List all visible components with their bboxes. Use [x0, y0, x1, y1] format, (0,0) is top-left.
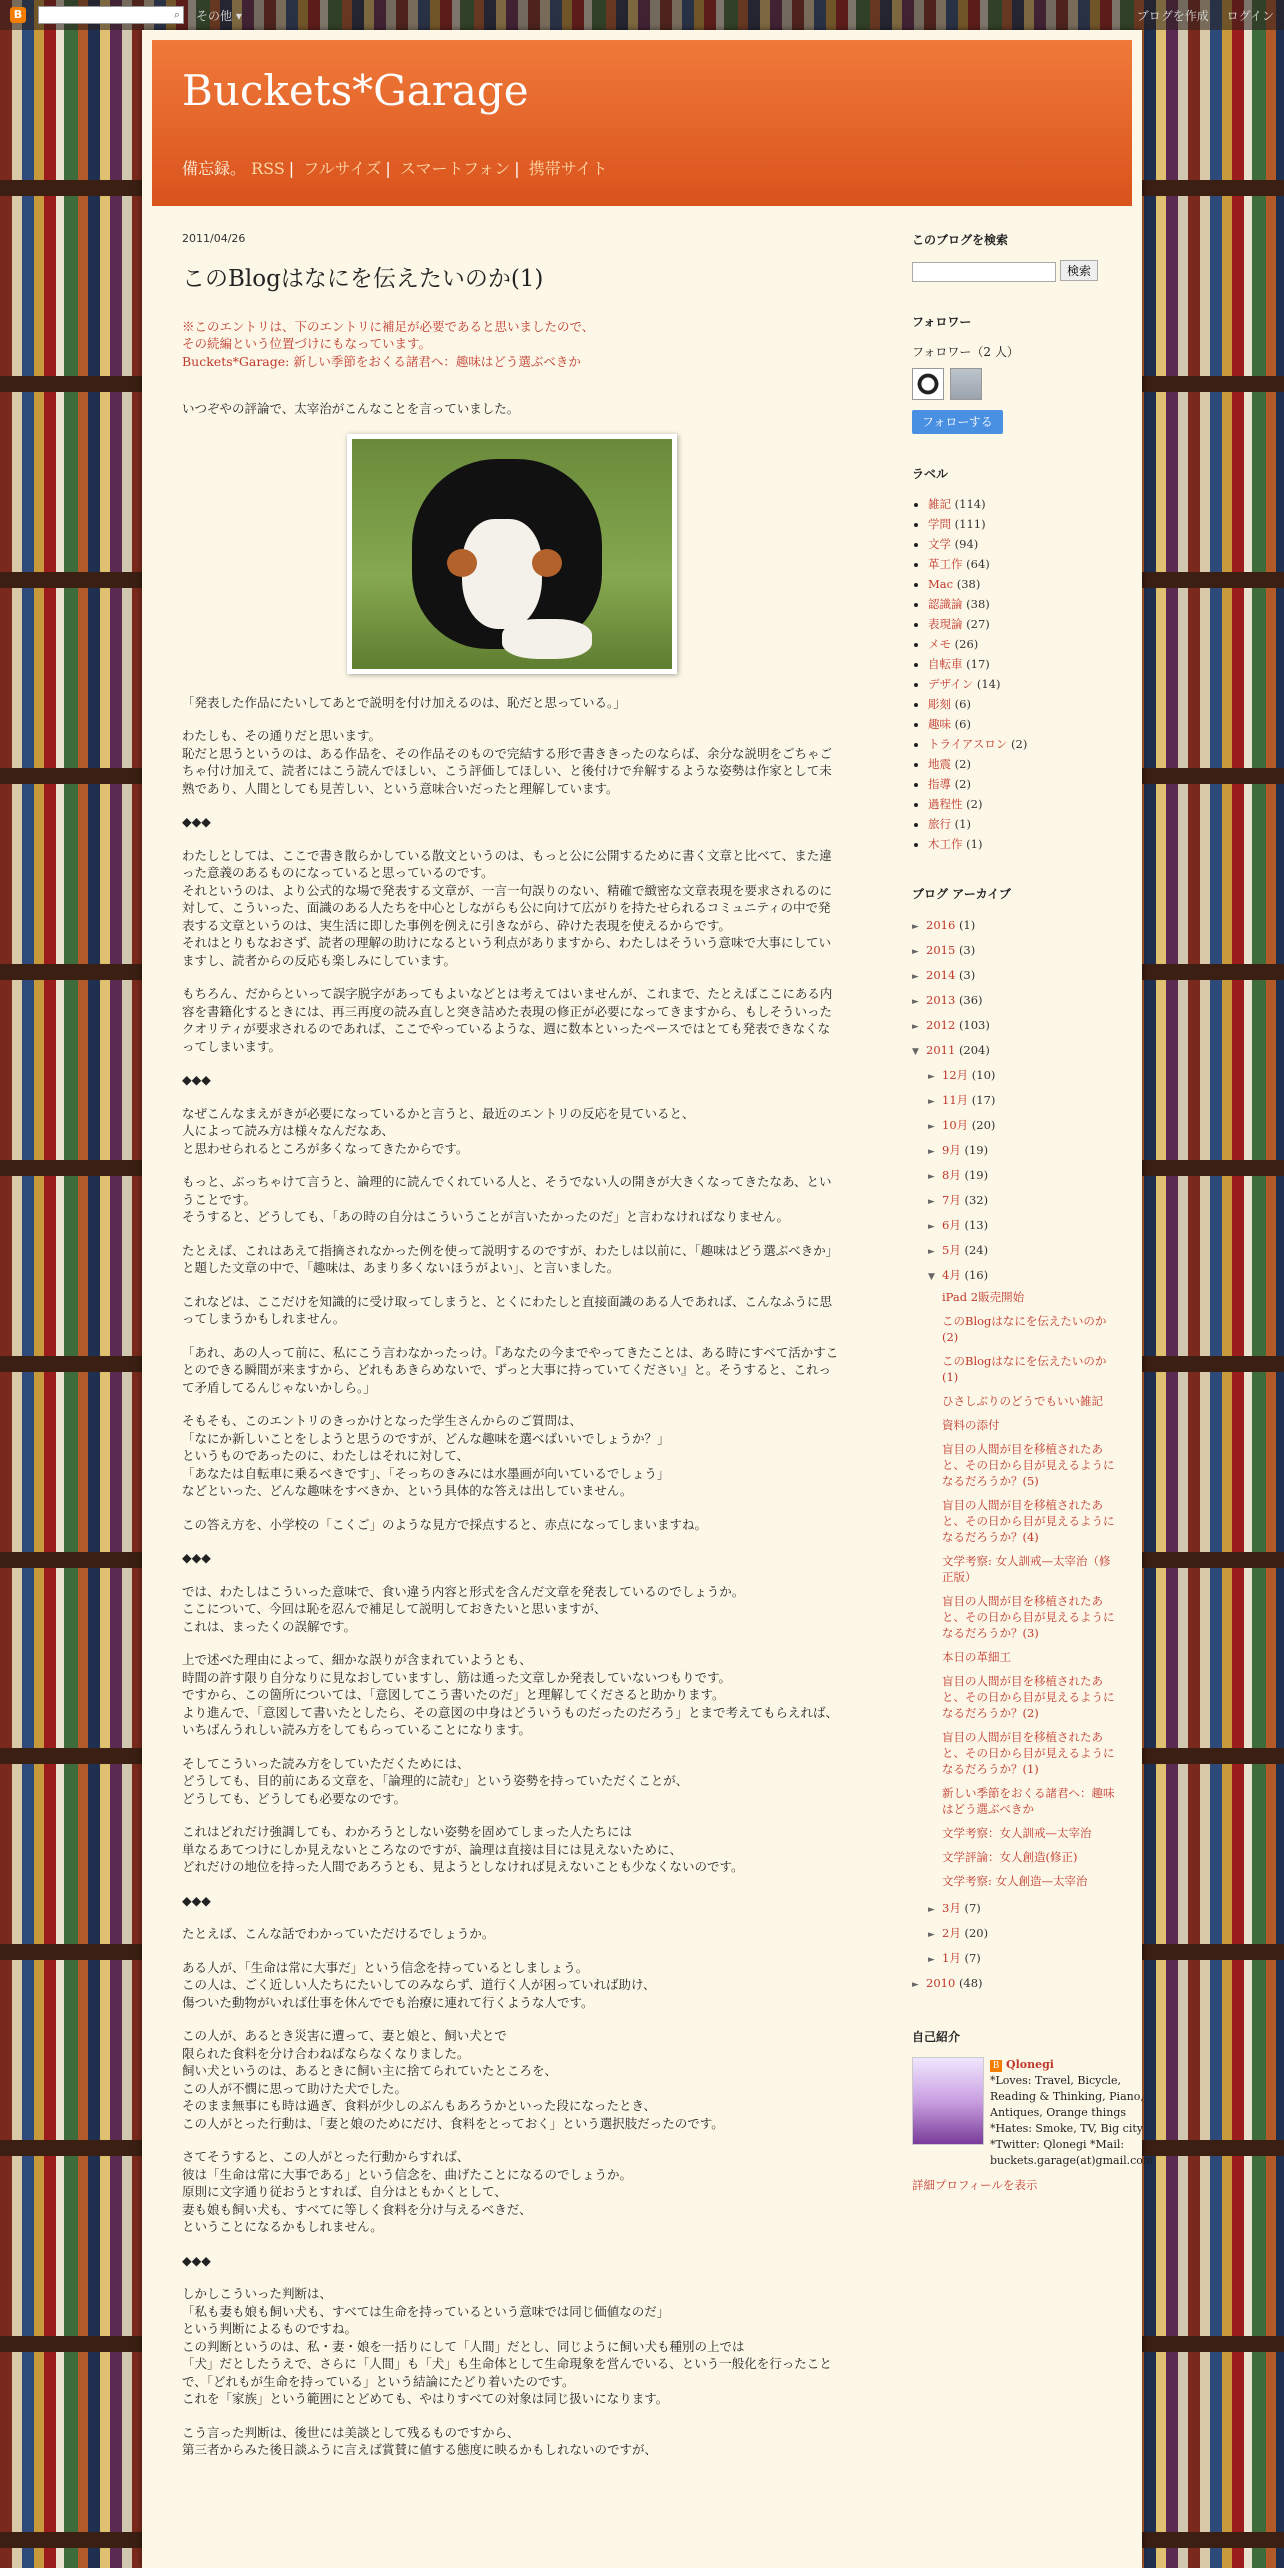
archive-year-count: (103)	[958, 1018, 990, 1032]
related-entry-link[interactable]: Buckets*Garage: 新しい季節をおくる諸君へ：趣味はどう選ぶべきか	[182, 353, 581, 369]
profile-widget	[912, 2027, 1154, 2195]
label-link[interactable]: 指導	[928, 777, 951, 791]
archive-year-count: (3)	[958, 943, 976, 957]
post-paragraph: これなどは、ここだけを知識的に受け取ってしまうと、とくにわたしと直接面識のある人であれば、こんなふうに思ってしまうかもしれません。	[182, 1293, 833, 1326]
section-divider: ◆◆◆	[182, 1892, 211, 1908]
archive-month-count: (20)	[971, 1118, 996, 1132]
archive-year-link[interactable]: 2011	[926, 1043, 956, 1057]
label-count: (2)	[966, 797, 983, 811]
archive-year-link[interactable]: 2015	[926, 943, 956, 957]
followers-widget	[912, 312, 1122, 434]
archive-year-count: (204)	[958, 1043, 990, 1057]
blog-header	[152, 40, 1132, 206]
navbar-more-link[interactable]: その他 ▾	[196, 9, 242, 23]
followers-title: フォロワー	[912, 315, 972, 329]
post-paragraph: そもそも、このエントリのきっかけとなった学生さんからのご質問は、 「なにか新しいことをしようと思うのですが、どんな趣味を選べばいいでしょうか？」 というものであったのに、わたしはそれに対して、 「あなたは自転車に乗るべきです」、「そっちのきみには水墨画が向いているでしょう」 などといった、どんな趣味をすべきか、という具体的な答えは出していません。	[182, 1413, 670, 1498]
archive-month-count: (7)	[964, 1951, 981, 1965]
archive-month-count: (19)	[964, 1143, 989, 1157]
expand-right-icon[interactable]: ►	[928, 1172, 935, 1182]
post-paragraph: わたしとしては、ここで書き散らかしている散文というのは、もっと公に公開するために書く文章と比べて、また違った意義のあるものになっていると思っているのです。 それというのは、より公式的な場で発表する文章が、一言一句誤りのない、精確で緻密な文章表現を要求されるのに対して、こういった、面識のある人たちを中心としながらも公に向けて広がりを持たせられるコミュニティの中で発表する文章というのは、実生活に即した事例を例えに引きながら、砕けた表現を使えるからです。 それはとりもなおさず、読者の理解の助けになるという利点がありますから、わたしはそういう意味で大事にしていますし、読者からの反応も楽しみにしています。	[182, 847, 833, 968]
archive-month-count: (19)	[964, 1168, 989, 1182]
archive-post-link[interactable]: このBlogはなにを伝えたいのか(1)	[942, 1354, 1107, 1384]
archive-month-count: (17)	[971, 1093, 996, 1107]
expand-right-icon[interactable]: ►	[928, 1930, 935, 1940]
archive-year-link[interactable]: 2013	[926, 993, 956, 1007]
post-paragraph: ある人が、「生命は常に大事だ」という信念を持っているとしましょう。 この人は、ごく近しい人たちにたいしてのみならず、道行く人が困っていれば助け、 傷ついた動物がいれば仕事を休んででも治療に連れて行くような人です。	[182, 1959, 656, 2010]
archive-month-count: (20)	[964, 1926, 989, 1940]
label-link[interactable]: Mac	[928, 577, 954, 591]
archive-post-link[interactable]: 文学考察: 女人創造—太宰治	[942, 1874, 1088, 1888]
label-item	[928, 594, 1122, 614]
profile-bio: *Loves: Travel, Bicycle, Reading & Thinking, Piano, Antiques, Orange things *Hates: Smoke, TV, Big city *Twitter: Qlonegi *Mail: buckets.garage(at)gmail.com	[990, 2074, 1154, 2167]
archive-month	[912, 1897, 1122, 1922]
label-link[interactable]: 学問	[928, 517, 951, 531]
archive-year	[912, 964, 1122, 989]
post-paragraph: もっと、ぶっちゃけて言うと、論理的に読んでくれている人と、そうでない人の開きが大きくなってきたなあ、ということです。 そうすると、どうしても、「あの時の自分はこういうことが言いたかったのだ」と言わなければなりません。	[182, 1174, 832, 1224]
label-count: (38)	[956, 577, 981, 591]
archive-month	[912, 1114, 1122, 1139]
archive-year	[912, 989, 1122, 1014]
section-divider: ◆◆◆	[182, 814, 211, 829]
label-item	[928, 714, 1122, 734]
search-widget	[912, 230, 1122, 282]
note-line: その続編という位置づけにもなっています。	[182, 336, 432, 351]
post-paragraph: こう言った判断は、後世には美談として残るものですから、 第三者からみた後日談ふうに言えば賞賛に値する態度に映るかもしれないのですが、	[182, 2424, 658, 2457]
label-link[interactable]: 趣味	[928, 717, 951, 731]
rss-link[interactable]: RSS	[251, 159, 285, 178]
archive-month-link[interactable]: 2月	[942, 1926, 961, 1940]
label-count: (2)	[1011, 737, 1028, 751]
followers-count: フォロワー（2 人）	[912, 345, 1019, 359]
post-paragraph: この人が、あるとき災害に遭って、妻と娘と、飼い犬とで 限られた食料を分け合わねばならなくなりました。 飼い犬というのは、あるときに飼い主に捨てられていたところを、 この人が不憫に思って助けた犬でした。 そのまま無事にも時は過ぎ、食料が少しのぶんもあろうかといった段になったとき、 この人がとった行動は、「妻と娘のためにだけ、食料をとっておく」という選択肢だったのです。	[182, 2028, 724, 2131]
archive-month	[912, 1089, 1122, 1114]
archive-month	[912, 1164, 1122, 1189]
expand-right-icon[interactable]: ►	[928, 1072, 935, 1082]
archive-month-count: (32)	[964, 1193, 989, 1207]
section-divider: ◆◆◆	[182, 1550, 211, 1565]
blogger-navbar	[0, 0, 1284, 30]
sidebar-search-button[interactable]: 検索	[1060, 260, 1098, 281]
label-item	[928, 694, 1122, 714]
label-count: (27)	[966, 617, 990, 631]
label-item	[928, 814, 1122, 834]
label-link[interactable]: 彫刻	[928, 697, 951, 711]
post-paragraph: もちろん、だからといって誤字脱字があってもよいなどとは考えてはいませんが、これまで、たとえばここにある内容を書籍化するときには、再三再度の読み直しと突き詰めた表現の修正が必要になってきますから、もしそういったクオリティが要求されるのであれば、ここでやっているような、週に数本といったペースではとても発表できなくなってしまいます。	[182, 986, 833, 1054]
archive-month-link[interactable]: 8月	[942, 1168, 961, 1182]
smartphone-link[interactable]: スマートフォン	[399, 159, 511, 178]
archive-month-link[interactable]: 9月	[942, 1143, 961, 1157]
label-count: (2)	[954, 777, 971, 791]
archive-month-count: (7)	[964, 1901, 981, 1915]
label-link[interactable]: 自転車	[928, 657, 963, 671]
post-image[interactable]	[347, 434, 677, 674]
archive-month-link[interactable]: 5月	[942, 1243, 961, 1257]
label-item	[928, 754, 1122, 774]
label-item	[928, 654, 1122, 674]
archive-year-count: (1)	[958, 918, 976, 932]
archive-year	[912, 1014, 1122, 1039]
post-paragraph: 「あれ、あの人って前に、私にこう言わなかったっけ。『あなたの今までやってきたことは、ある時にすべて活かすことのできる瞬間が来ますから、どれもあきらめないで、ずっと大事に持っていてください』と。そうすると、これって矛盾してるんじゃないかしら。」	[182, 1344, 839, 1395]
archive-post-link[interactable]: 文学評論：女人創造(修正)	[942, 1850, 1078, 1864]
archive-month	[912, 1139, 1122, 1164]
blogger-profile-icon: B	[990, 2060, 1002, 2072]
post-paragraph: たとえば、こんな話でわかっていただけるでしょうか。	[182, 1926, 495, 1941]
label-count: (64)	[966, 557, 990, 571]
archive-year-link[interactable]: 2010	[926, 1976, 956, 1990]
archive-month	[912, 1922, 1122, 1947]
archive-post-link[interactable]: 盲目の人間が目を移植されたあと、その日から目が見えるようになるだろうか？(3)	[942, 1594, 1115, 1640]
label-item	[928, 794, 1122, 814]
archive-post-link[interactable]: 盲目の人間が目を移植されたあと、その日から目が見えるようになるだろうか？(1)	[942, 1730, 1115, 1776]
expand-right-icon[interactable]: ►	[928, 1247, 935, 1257]
create-blog-link[interactable]: ブログを作成	[1136, 9, 1209, 23]
blog-description-text: 備忘録。	[182, 159, 247, 178]
archive-year-count: (48)	[958, 1976, 983, 1990]
label-count: (17)	[966, 657, 990, 671]
archive-month	[912, 1064, 1122, 1089]
label-link[interactable]: デザイン	[928, 677, 974, 691]
follow-button[interactable]: フォローする	[912, 410, 1003, 434]
archive-post-link[interactable]: 本日の革細工	[942, 1650, 1011, 1664]
fullsize-link[interactable]: フルサイズ	[303, 159, 382, 178]
label-item	[928, 614, 1122, 634]
archive-year	[912, 1972, 1122, 1997]
archive-month-link[interactable]: 3月	[942, 1901, 961, 1915]
navbar-search-input[interactable]	[38, 6, 184, 24]
expand-right-icon[interactable]: ►	[912, 947, 919, 957]
archive-post-link[interactable]: 新しい季節をおくる諸君へ：趣味はどう選ぶべきか	[942, 1786, 1115, 1816]
label-link[interactable]: 過程性	[928, 797, 963, 811]
blog-description: 備忘録。 RSS | フルサイズ | スマートフォン | 携帯サイト	[182, 159, 608, 178]
post-paragraph: 「発表した作品にたいしてあとで説明を付け加えるのは、恥だと思っている。」	[182, 694, 626, 710]
label-link[interactable]: 旅行	[928, 817, 951, 831]
label-item	[928, 734, 1122, 754]
expand-right-icon[interactable]: ►	[928, 1197, 935, 1207]
expand-right-icon[interactable]: ►	[928, 1905, 935, 1915]
archive-list	[912, 914, 1122, 1997]
label-count: (111)	[954, 517, 986, 531]
note-line: ※このエントリは、下のエントリに補足が必要であると思いましたので、	[182, 318, 595, 334]
label-link[interactable]: トライアスロン	[928, 737, 1008, 751]
follower-avatar[interactable]	[912, 368, 944, 400]
label-item	[928, 634, 1122, 654]
archive-month-link[interactable]: 4月	[942, 1268, 961, 1282]
view-profile-link[interactable]: 詳細プロフィールを表示	[912, 2178, 1038, 2192]
archive-year-link[interactable]: 2016	[926, 918, 956, 932]
archive-widget	[912, 884, 1122, 1997]
profile-name[interactable]: Qlonegi	[1006, 2058, 1054, 2071]
search-icon[interactable]: ⌕	[173, 8, 180, 21]
labels-title: ラベル	[912, 467, 949, 481]
labels-widget	[912, 464, 1122, 854]
archive-month-count: (13)	[964, 1218, 989, 1232]
archive-year-count: (3)	[958, 968, 976, 982]
archive-year-link[interactable]: 2012	[926, 1018, 956, 1032]
archive-post-link[interactable]: 盲目の人間が目を移植されたあと、その日から目が見えるようになるだろうか？(2)	[942, 1674, 1115, 1720]
archive-year	[912, 939, 1122, 964]
post-image-wrapper	[182, 434, 842, 674]
post-date: 2011/04/26	[182, 232, 246, 245]
label-link[interactable]: 文学	[928, 537, 951, 551]
archive-month-link[interactable]: 6月	[942, 1218, 961, 1232]
blog-title[interactable]: Buckets*Garage	[182, 66, 529, 115]
label-count: (114)	[954, 497, 986, 511]
label-item	[928, 554, 1122, 574]
archive-month-link[interactable]: 11月	[942, 1093, 969, 1107]
archive-month	[912, 1189, 1122, 1214]
search-widget-title: このブログを検索	[912, 233, 1009, 247]
post-note	[182, 318, 842, 371]
blog-outer-wrapper	[142, 30, 1154, 2568]
label-item	[928, 574, 1122, 594]
label-item	[928, 674, 1122, 694]
archive-month-count: (10)	[971, 1068, 996, 1082]
label-count: (1)	[966, 837, 983, 851]
archive-month	[912, 1947, 1122, 1972]
labels-list	[912, 494, 1122, 854]
archive-month-count: (16)	[964, 1268, 989, 1282]
archive-title: ブログ アーカイブ	[912, 887, 1011, 901]
post-paragraph: なぜこんなまえがきが必要になっているかと言うと、最近のエントリの反応を見ていると、 人によって読み方は様々なんだなあ、 と思わせられるところが多くなってきたからです。	[182, 1105, 695, 1156]
label-item	[928, 514, 1122, 534]
profile-avatar[interactable]	[912, 2057, 984, 2145]
archive-post-link[interactable]: 文学考察：女人訓戒—太宰治	[942, 1826, 1092, 1840]
archive-month	[912, 1239, 1122, 1264]
section-divider: ◆◆◆	[182, 1072, 211, 1087]
label-link[interactable]: 地震	[928, 757, 951, 771]
expand-right-icon[interactable]: ►	[912, 997, 919, 1007]
label-link[interactable]: 雑記	[928, 497, 951, 511]
label-link[interactable]: 革工作	[928, 557, 963, 571]
label-count: (14)	[976, 677, 1001, 691]
post-paragraph: これはどれだけ強調しても、わかろうとしない姿勢を固めてしまった人たちには 単なるあてつけにしか見えないところなのですが、論理は直接は目には見えないために、 どれだけの地位を持った人間であろうとも、見ようとしなければ見えないことも少なくないのです。	[182, 1824, 744, 1874]
label-link[interactable]: 認識論	[928, 597, 963, 611]
expand-right-icon[interactable]: ►	[928, 1122, 935, 1132]
label-count: (38)	[966, 597, 990, 611]
sidebar	[912, 230, 1154, 2225]
expand-right-icon[interactable]: ►	[912, 1022, 919, 1032]
label-item	[928, 834, 1122, 854]
archive-post-link[interactable]: このBlogはなにを伝えたいのか(2)	[942, 1314, 1107, 1344]
label-count: (94)	[954, 537, 979, 551]
expand-right-icon[interactable]: ►	[928, 1097, 935, 1107]
label-count: (2)	[954, 757, 971, 771]
follower-avatar[interactable]	[950, 368, 982, 400]
profile-title: 自己紹介	[912, 2030, 961, 2044]
mobile-site-link[interactable]: 携帯サイト	[528, 159, 608, 178]
archive-post-link[interactable]: iPad 2販売開始	[942, 1290, 1025, 1304]
blogger-logo-icon[interactable]: B	[10, 7, 26, 23]
puppy-photo	[352, 439, 672, 669]
post-title[interactable]: このBlogはなにを伝えたいのか(1)	[182, 265, 544, 292]
post-paragraph: しかしこういった判断は、 「私も妻も娘も飼い犬も、すべては生命を持っているという意味では同じ価値なのだ」 という判断によるものですね。 この判断というのは、私・妻・娘を一括りにして「人間」だとし、同じように飼い犬も種別の上では 「犬」だとしたうえで、さらに「人間」も「犬」も生命体として生命現象を営んでいる、という一般化を行ったことで、「どれもが生命を持っている」という結論にたどり着いたのです。 これを「家族」という範囲にとどめても、やはりすべての対象は同じ扱いになります。	[182, 2286, 832, 2406]
expand-down-icon[interactable]: ▼	[928, 1272, 935, 1282]
archive-posts	[912, 1289, 1122, 1889]
archive-month-count: (24)	[964, 1243, 989, 1257]
expand-right-icon[interactable]: ►	[928, 1147, 935, 1157]
expand-right-icon[interactable]: ►	[912, 922, 919, 932]
expand-down-icon[interactable]: ▼	[912, 1047, 919, 1057]
archive-month	[912, 1264, 1122, 1289]
archive-year-link[interactable]: 2014	[926, 968, 956, 982]
label-link[interactable]: 表現論	[928, 617, 963, 631]
archive-post-link[interactable]: 文学考察: 女人訓戒—太宰治（修正版）	[942, 1554, 1111, 1584]
expand-right-icon[interactable]: ►	[928, 1222, 935, 1232]
archive-month-link[interactable]: 7月	[942, 1193, 961, 1207]
archive-year-count: (36)	[958, 993, 983, 1007]
label-link[interactable]: メモ	[928, 637, 951, 651]
post-body	[182, 694, 842, 2459]
label-item	[928, 494, 1122, 514]
label-item	[928, 774, 1122, 794]
label-item	[928, 534, 1122, 554]
label-count: (1)	[954, 817, 971, 831]
archive-year	[912, 1039, 1122, 1064]
label-count: (6)	[954, 717, 971, 731]
expand-right-icon[interactable]: ►	[912, 972, 919, 982]
archive-post-link[interactable]: ひさしぶりのどうでもいい雑記	[942, 1394, 1103, 1408]
archive-post-link[interactable]: 資料の添付	[942, 1418, 1000, 1432]
post-paragraph: わたしも、その通りだと思います。 恥だと思うというのは、ある作品を、その作品そのもので完結する形で書ききったのならば、余分な説明をごちゃごちゃ付け加えて、読者にはこう読んでほしい、こう評価してほしい、と後付けで弁解するような姿勢は作家として未熟であり、人間としても見苦しい、という意味合いだったと理解しています。	[182, 728, 833, 796]
post-paragraph: さてそうすると、この人がとった行動からすれば、 彼は「生命は常に大事である」という信念を、曲げたことになるのでしょうか。 原則に文字通り従おうとすれば、自分はともかくとして、 妻も娘も飼い犬も、すべてに等しく食料を分け与えるべきだ、 ということになるかもしれません。	[182, 2149, 633, 2234]
post-paragraph: この答え方を、小学校の「こくご」のような見方で採点すると、赤点になってしまいますね。	[182, 1516, 708, 1532]
post-paragraph: そしてこういった読み方をしていただくためには、 どうしても、目的前にある文章を、「論理的に読む」という姿勢を持っていただくことが、 どうしても、どうしても必要なのです。	[182, 1755, 689, 1806]
archive-month-link[interactable]: 1月	[942, 1951, 961, 1965]
login-link[interactable]: ログイン	[1226, 9, 1274, 23]
post-paragraph: 上で述べた理由によって、細かな誤りが含まれていようとも、 時間の許す限り自分なりに見なおしていますし、筋は通った文章しか発表していないつもりです。 ですから、この箇所については、「意図してこう書いたのだ」と理解してくださると助かります。 より進んで、「意図して書いたとしたら、その意図の中身はどういうものだったのだろう」とまで考えてもらえれば、いちばんうれしい読み方をしてもらっていることになります。	[182, 1652, 839, 1737]
post-main-column	[182, 230, 842, 2475]
label-count: (6)	[954, 697, 971, 711]
archive-post-link[interactable]: 盲目の人間が目を移植されたあと、その日から目が見えるようになるだろうか？(4)	[942, 1498, 1115, 1544]
post-paragraph: たとえば、これはあえて指摘されなかった例を使って説明するのですが、わたしは以前に、「趣味はどう選ぶべきか」と題した文章の中で、「趣味は、あまり多くないほうがよい」、と言いました。	[182, 1242, 839, 1275]
archive-month-link[interactable]: 10月	[942, 1118, 969, 1132]
archive-year	[912, 914, 1122, 939]
label-count: (26)	[954, 637, 979, 651]
label-link[interactable]: 木工作	[928, 837, 963, 851]
archive-month-link[interactable]: 12月	[942, 1068, 969, 1082]
archive-month	[912, 1214, 1122, 1239]
sidebar-search-input[interactable]	[912, 262, 1056, 282]
post-paragraph: いつぞやの評論で、太宰治がこんなことを言っていました。	[182, 401, 520, 416]
archive-post-link[interactable]: 盲目の人間が目を移植されたあと、その日から目が見えるようになるだろうか？(5)	[942, 1442, 1115, 1488]
expand-right-icon[interactable]: ►	[912, 1980, 919, 1990]
expand-right-icon[interactable]: ►	[928, 1955, 935, 1965]
post-paragraph: では、わたしはこういった意味で、食い違う内容と形式を含んだ文章を発表しているのでしょうか。 ここについて、今回は恥を忍んで補足して説明しておきたいと思いますが、 これは、まったくの誤解です。	[182, 1583, 745, 1634]
section-divider: ◆◆◆	[182, 2252, 211, 2268]
